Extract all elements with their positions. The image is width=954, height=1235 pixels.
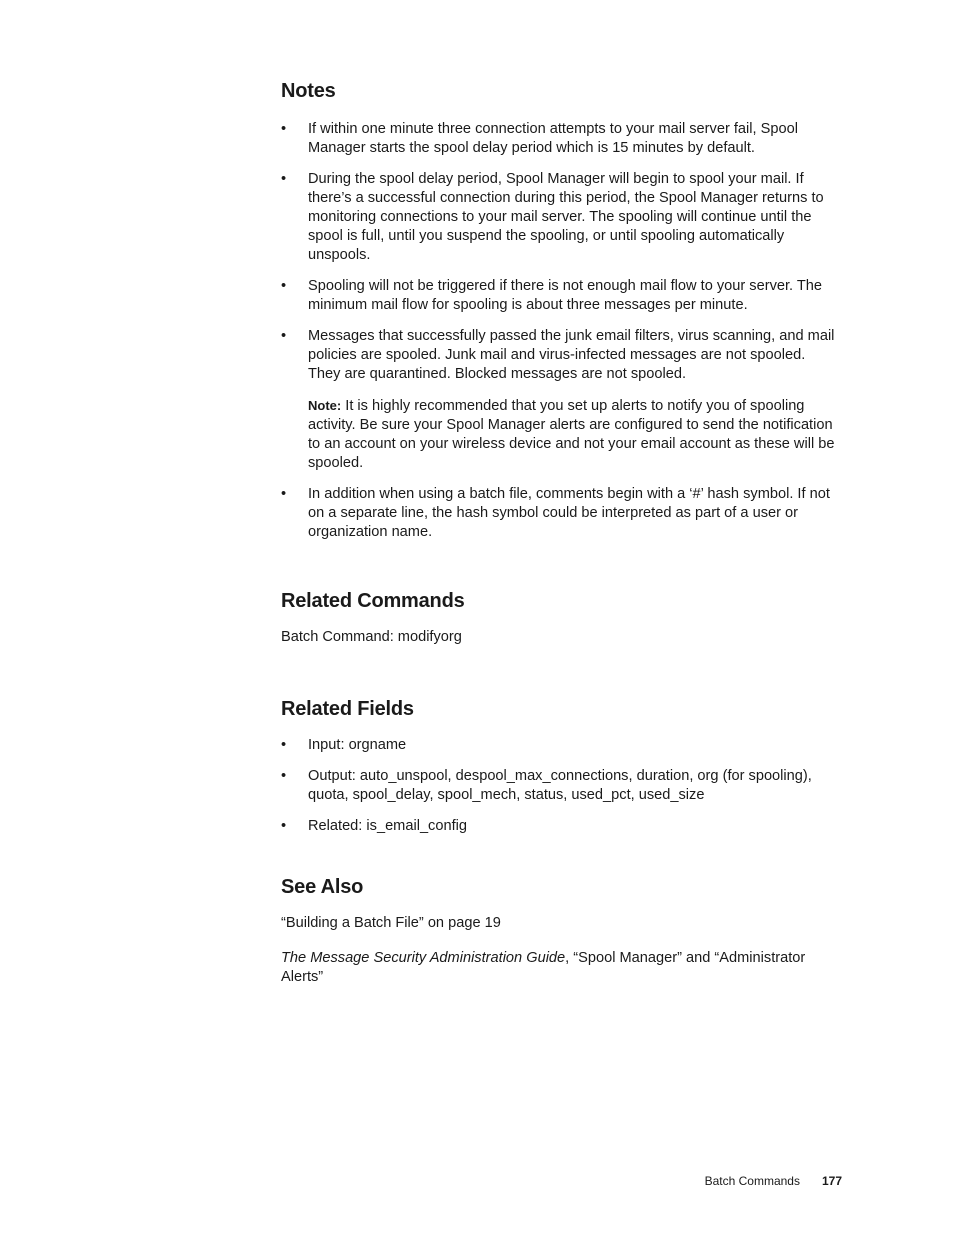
list-item-text: Output: auto_unspool, despool_max_connections, duration, org (for spooling), quota, spool_delay, spool_mech, status, used_pct, used_size bbox=[308, 768, 812, 803]
list-item bbox=[281, 736, 841, 755]
bullet-icon: • bbox=[281, 328, 287, 344]
list-item bbox=[281, 327, 841, 384]
list-item-text: Input: orgname bbox=[308, 737, 407, 753]
list-item-text: Messages that successfully passed the junk email filters, virus scanning, and mail policies are spooled. Junk mail and virus-infected messages are not spooled. They are quarantined. Blocked messages are not spooled. bbox=[308, 328, 835, 382]
see-also-guide bbox=[281, 949, 841, 987]
related-fields-heading: Related Fields bbox=[281, 698, 414, 720]
related-commands-heading: Related Commands bbox=[281, 590, 465, 612]
note-block bbox=[281, 396, 841, 473]
list-item bbox=[281, 485, 841, 542]
bullet-icon: • bbox=[281, 121, 287, 137]
footer-section: Batch Commands bbox=[704, 1174, 800, 1188]
list-item-text: Related: is_email_config bbox=[308, 818, 467, 834]
see-also-heading: See Also bbox=[281, 876, 364, 898]
bullet-icon: • bbox=[281, 278, 287, 294]
guide-rest: , “Spool Manager” and “Administrator Alerts” bbox=[281, 950, 806, 985]
list-item bbox=[281, 277, 841, 315]
guide-title: The Message Security Administration Guide bbox=[281, 950, 566, 966]
list-item-text: In addition when using a batch file, comments begin with a ‘#’ hash symbol. If not on a separate line, the hash symbol could be interpreted as part of a user or organization name. bbox=[308, 486, 830, 540]
note-text: It is highly recommended that you set up alerts to notify you of spooling activity. Be sure your Spool Manager alerts are configured to send the notification to an account on your wireless device and not your email account as these will be spooled. bbox=[308, 398, 835, 471]
bullet-icon: • bbox=[281, 737, 287, 753]
list-item-text: If within one minute three connection attempts to your mail server fail, Spool Manager starts the spool delay period which is 15 minutes by default. bbox=[308, 121, 798, 156]
page-footer bbox=[705, 1173, 842, 1189]
list-item bbox=[281, 817, 841, 836]
page-content bbox=[281, 78, 841, 987]
bullet-icon: • bbox=[281, 768, 287, 784]
see-also-link[interactable]: “Building a Batch File” on page 19 bbox=[281, 915, 501, 931]
related-fields-list bbox=[281, 736, 841, 836]
notes-list bbox=[281, 120, 841, 384]
bullet-icon: • bbox=[281, 818, 287, 834]
bullet-icon: • bbox=[281, 171, 287, 187]
notes-heading: Notes bbox=[281, 80, 336, 102]
note-label: Note: bbox=[308, 398, 342, 413]
page-number: 177 bbox=[821, 1174, 842, 1188]
notes-list-continued bbox=[281, 485, 841, 542]
list-item bbox=[281, 170, 841, 265]
list-item-text: During the spool delay period, Spool Manager will begin to spool your mail. If there’s a successful connection during this period, the Spool Manager returns to monitoring connections to your mail server. The spooling will continue until the spool is full, until you suspend the spooling, or until spooling automatically unspools. bbox=[308, 171, 824, 263]
bullet-icon: • bbox=[281, 486, 287, 502]
list-item bbox=[281, 767, 841, 805]
related-commands-text: Batch Command: modifyorg bbox=[281, 629, 462, 645]
list-item-text: Spooling will not be triggered if there is not enough mail flow to your server. The minimum mail flow for spooling is about three messages per minute. bbox=[308, 278, 823, 313]
list-item bbox=[281, 120, 841, 158]
